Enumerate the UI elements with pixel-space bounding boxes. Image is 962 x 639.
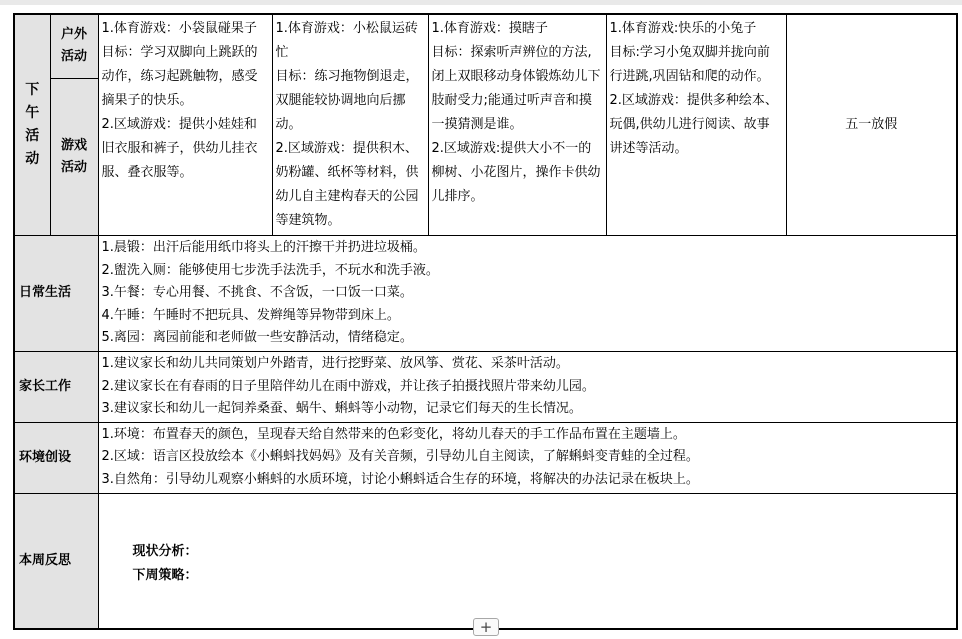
environment-list xyxy=(98,422,957,493)
game-title: 1.体育游戏:快乐的小兔子 xyxy=(609,21,757,36)
daily-life-row xyxy=(14,236,957,352)
monday-cell xyxy=(98,14,272,236)
area-game: 2.区域游戏：提供小娃娃和旧衣服和裤子，供幼儿挂衣服、叠衣服等。 xyxy=(101,117,258,180)
area-game: 2.区域游戏：提供多种绘本、玩偶,供幼儿进行阅读、故事讲述等活动。 xyxy=(609,93,778,156)
outdoor-label-line: 户外 xyxy=(60,27,87,43)
afternoon-label-char: 活 xyxy=(25,128,40,144)
friday-cell: 五一放假 xyxy=(786,14,957,236)
list-item: 3.建议家长和幼儿一起饲养桑蚕、蜗牛、蝌蚪等小动物，记录它们每天的生长情况。 xyxy=(101,401,582,417)
list-item: 1.晨锻：出汗后能用纸巾将头上的汗擦干并扔进垃圾桶。 xyxy=(101,240,426,255)
environment-label: 环境创设 xyxy=(14,422,98,493)
game-goal: 目标：探索听声辨位的方法,闭上双眼移动身体锻炼幼儿下肢耐受力;能通过听声音和摸一摸猜测是谁。 xyxy=(431,45,601,132)
daily-life-list xyxy=(98,236,957,352)
list-item: 1.环境：布置春天的颜色，呈现春天给自然带来的色彩变化，将幼儿春天的手工作品布置在主题墙上。 xyxy=(101,426,686,442)
list-item: 5.离园：离园前能和老师做一些安静活动，情绪稳定。 xyxy=(101,330,413,346)
game-label-line: 游戏 xyxy=(60,137,87,153)
wednesday-cell xyxy=(428,14,606,236)
reflection-row xyxy=(14,493,957,629)
game-goal: 目标:学习小兔双脚并拢向前行进跳,巩固钻和爬的动作。 xyxy=(609,45,770,84)
outdoor-activity-label xyxy=(50,14,98,78)
game-label-line: 活动 xyxy=(60,159,87,175)
game-title: 1.体育游戏：小袋鼠碰果子 xyxy=(101,21,257,36)
area-game: 2.区域游戏:提供大小不一的柳树、小花图片，操作卡供幼儿排序。 xyxy=(431,141,601,204)
game-title: 1.体育游戏：摸瞎子 xyxy=(431,21,548,36)
parents-work-label: 家长工作 xyxy=(14,351,98,422)
outdoor-label-line: 活动 xyxy=(60,49,87,65)
next-week-strategy-label: 下周策略： xyxy=(132,567,198,583)
game-title: 1.体育游戏：小松鼠运砖忙 xyxy=(275,21,418,60)
thursday-cell xyxy=(606,14,786,236)
area-game: 2.区域游戏：提供积木、奶粉罐、纸杯等材料，供幼儿自主建构春天的公园等建筑物。 xyxy=(275,141,419,228)
afternoon-label-char: 动 xyxy=(25,151,40,167)
afternoon-row-outdoor xyxy=(14,14,957,78)
status-analysis-label: 现状分析： xyxy=(132,543,198,559)
game-goal: 目标：学习双脚向上跳跃的动作，练习起跳触物，感受摘果子的快乐。 xyxy=(101,45,258,108)
list-item: 2.盥洗入厕：能够使用七步洗手法洗手，不玩水和洗手液。 xyxy=(101,262,439,278)
weekly-plan-table xyxy=(13,13,958,630)
afternoon-label-char: 午 xyxy=(25,105,40,121)
daily-life-label: 日常生活 xyxy=(14,236,98,352)
top-scroll-edge xyxy=(0,0,962,5)
list-item: 2.建议家长在有春雨的日子里陪伴幼儿在雨中游戏，并让孩子拍摄找照片带来幼儿园。 xyxy=(101,378,595,394)
reflection-label: 本周反思 xyxy=(14,493,98,629)
list-item: 2.区域：语言区投放绘本《小蝌蚪找妈妈》及有关音频，引导幼儿自主阅读，了解蝌蚪变青蛙的全过程。 xyxy=(101,449,699,465)
add-row-button[interactable]: + xyxy=(473,618,499,636)
afternoon-label xyxy=(14,14,50,236)
reflection-content[interactable] xyxy=(98,493,957,629)
tuesday-cell xyxy=(272,14,428,236)
weekly-plan-sheet xyxy=(13,13,956,630)
environment-row xyxy=(14,422,957,493)
game-activity-label xyxy=(50,78,98,235)
afternoon-label-char: 下 xyxy=(25,82,40,98)
parents-work-list xyxy=(98,351,957,422)
list-item: 4.午睡：午睡时不把玩具、发辫绳等异物带到床上。 xyxy=(101,307,400,323)
list-item: 3.自然角：引导幼儿观察小蝌蚪的水质环境，讨论小蝌蚪适合生存的环境，将解决的办法记录在板块上。 xyxy=(101,471,699,487)
game-goal: 目标：练习拖物倒退走，双腿能较协调地向后挪动。 xyxy=(275,69,419,132)
list-item: 1.建议家长和幼儿共同策划户外踏青，进行挖野菜、放风筝、赏花、采茶叶活动。 xyxy=(101,355,569,371)
list-item: 3.午餐：专心用餐、不挑食、不含饭，一口饭一口菜。 xyxy=(101,285,413,301)
parents-work-row xyxy=(14,351,957,422)
